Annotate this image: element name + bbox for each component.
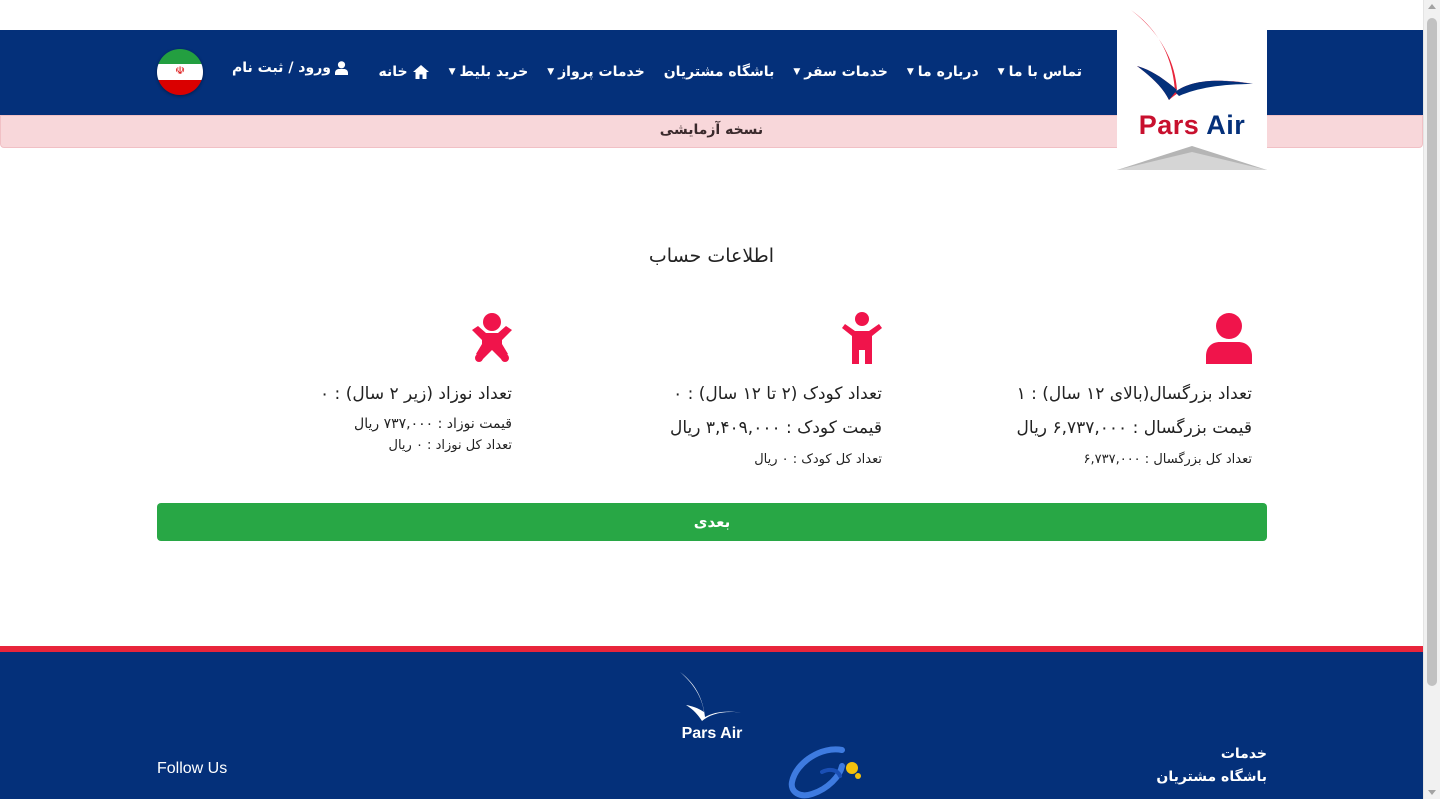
nav-item-flight-services-label: خدمات پرواز [558,64,645,80]
test-version-text: نسخه آزمایشی [659,122,764,138]
follow-us-heading: Follow Us [157,760,228,777]
scrollbar-thumb[interactable] [1427,18,1437,686]
infant-icon [472,312,512,364]
footer [0,652,1423,799]
adult-price: قیمت بزرگسال : ۶,۷۳۷,۰۰۰ ریال [1016,418,1252,438]
nav-item-travel-services-label: خدمات سفر [804,64,888,80]
nav-item-travel-services[interactable] [793,64,888,80]
child-passenger-card [522,312,882,467]
chevron-down-icon: ▼ [906,67,914,77]
scroll-up-icon[interactable] [1428,4,1436,9]
home-icon [412,64,430,80]
nav-item-contact-us[interactable] [998,64,1082,80]
chevron-down-icon: ▼ [547,67,555,77]
brand-name-part2: Air [1206,110,1246,140]
chevron-down-icon: ▼ [793,67,801,77]
nav-item-customer-club-label: باشگاه مشتریان [663,64,775,80]
adult-count: تعداد بزرگسال(بالای ۱۲ سال) : ۱ [1016,384,1252,404]
chevron-down-icon: ▼ [997,67,1005,77]
infant-total: تعداد کل نوزاد : ۰ ریال [388,438,512,453]
nav-item-about-us[interactable] [907,64,979,80]
brand-name [1117,110,1267,141]
footer-link-customer-club[interactable]: باشگاه مشتریان [1156,769,1267,785]
adult-total: تعداد کل بزرگسال : ۶,۷۳۷,۰۰۰ [1083,452,1252,467]
login-register-label: ورود / ثبت نام [232,60,331,76]
brand-name-part1: Pars [1138,110,1200,140]
adult-passenger-card [892,312,1252,467]
child-price: قیمت کودک : ۳,۴۰۹,۰۰۰ ریال [669,418,882,438]
footer-brand-name: Pars Air [681,725,743,742]
nav-item-contact-us-label: تماس با ما [1008,64,1082,80]
next-button[interactable]: بعدی [157,503,1267,541]
login-register-link[interactable] [232,60,348,76]
iran-flag-icon[interactable] [157,49,203,95]
main-nav [378,60,1082,84]
brand-logo[interactable] [1117,0,1267,170]
nav-item-about-us-label: درباره ما [917,64,979,80]
nav-item-flight-services[interactable] [547,64,645,80]
nav-item-home-label: خانه [378,64,408,80]
child-count: تعداد کودک (۲ تا ۱۲ سال) : ۰ [673,384,882,404]
infant-count: تعداد نوزاد (زیر ۲ سال) : ۰ [320,384,512,404]
adult-icon [1206,312,1252,364]
user-icon [335,61,348,75]
scroll-down-icon[interactable] [1428,790,1436,795]
vertical-scrollbar[interactable] [1423,0,1440,799]
footer-links [1156,746,1267,792]
infant-passenger-card [152,312,512,453]
chevron-down-icon: ▼ [448,67,456,77]
footer-link-services[interactable]: خدمات [1220,746,1267,762]
infant-price: قیمت نوزاد : ۷۳۷,۰۰۰ ریال [354,416,512,432]
child-total: تعداد کل کودک : ۰ ریال [754,452,882,467]
nav-item-buy-ticket-label: خرید بلیط [459,64,529,80]
nav-item-home[interactable] [378,64,429,80]
nav-item-buy-ticket[interactable] [449,64,529,80]
emblem-icon: ☫ [175,64,185,78]
page-title: اطلاعات حساب [648,245,775,267]
nav-item-customer-club[interactable] [664,64,775,80]
pars-air-bird-icon [1117,0,1267,170]
enamad-badge-icon[interactable] [782,746,866,799]
child-icon [842,312,882,364]
